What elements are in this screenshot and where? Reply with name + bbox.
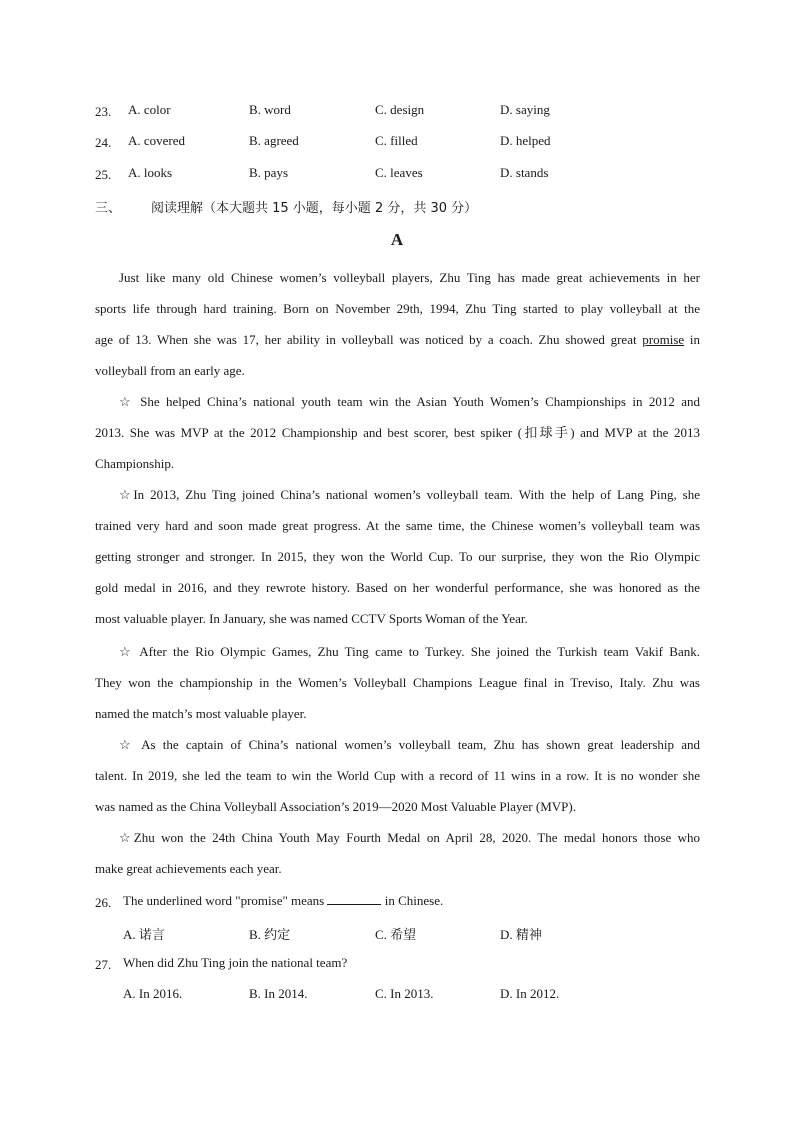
passage-paragraph-2	[95, 386, 700, 479]
question-stem: When did Zhu Ting join the national team?	[123, 955, 348, 970]
option-c[interactable]: C. filled	[375, 133, 418, 148]
question-number: 27.	[95, 957, 112, 972]
question-number: 26.	[95, 895, 112, 910]
passage-paragraph-5	[95, 729, 700, 822]
option-b[interactable]: B. pays	[249, 165, 289, 180]
paragraph-line: ☆In 2013, Zhu Ting joined China’s national women’s volleyball team. With the help of Lang Ping, she	[119, 487, 700, 502]
option-c[interactable]: C. 希望	[375, 927, 417, 942]
paragraph-line: most valuable player. In January, she was named CCTV Sports Woman of the Year.	[95, 611, 528, 626]
underlined-word: promise	[642, 332, 685, 347]
option-b[interactable]: B. 约定	[249, 927, 291, 942]
paragraph-line: volleyball from an early age.	[95, 363, 245, 378]
option-b[interactable]: B. agreed	[249, 133, 299, 148]
paragraph-line: sports life through hard training. Born on November 29th, 1994, Zhu Ting started to play volleyball at the	[95, 301, 700, 316]
paragraph-line: Just like many old Chinese women’s volleyball players, Zhu Ting has made great achievements in her	[119, 270, 700, 285]
paragraph-line: named the match’s most valuable player.	[95, 706, 307, 721]
option-c[interactable]: C. In 2013.	[375, 986, 434, 1001]
paragraph-line: ☆ She helped China’s national youth team win the Asian Youth Women’s Championships in 2012 and	[119, 394, 700, 409]
option-d[interactable]: D. 精神	[500, 927, 542, 942]
paragraph-line: 2013. She was MVP at the 2012 Championship and best scorer, best spiker (扣球手) and MVP at the 2013	[95, 425, 700, 440]
passage-paragraph-3	[95, 479, 700, 634]
passage-paragraph-1	[95, 262, 700, 386]
option-d[interactable]: D. helped	[500, 133, 551, 148]
option-d[interactable]: D. In 2012.	[500, 986, 560, 1001]
option-d[interactable]: D. saying	[500, 102, 550, 117]
paragraph-line: talent. In 2019, she led the team to win the World Cup with a record of 11 wins in a row. It is no wonder she	[95, 768, 700, 783]
section-header	[95, 197, 477, 216]
option-a[interactable]: A. 诺言	[123, 927, 165, 942]
option-c[interactable]: C. design	[375, 102, 425, 117]
paragraph-line: Championship.	[95, 456, 175, 471]
question-number: 25.	[95, 167, 112, 182]
paragraph-line: They won the championship in the Women’s Volleyball Champions League final in Treviso, Italy. Zhu was	[95, 675, 700, 690]
paragraph-line: make great achievements each year.	[95, 861, 282, 876]
paragraph-line: gold medal in 2016, and they rewrote history. Based on her wonderful performance, she was honored as the	[95, 580, 700, 595]
option-a[interactable]: A. color	[128, 102, 171, 117]
option-b[interactable]: B. word	[249, 102, 291, 117]
answer-blank	[327, 893, 381, 905]
section-title: 阅读理解（本大题共 15 小题，每小题 2 分，共 30 分）	[151, 201, 478, 216]
option-a[interactable]: A. covered	[128, 133, 186, 148]
section-number: 三、	[95, 201, 122, 216]
paragraph-line: was named as the China Volleyball Association’s 2019—2020 Most Valuable Player (MVP).	[95, 799, 576, 814]
passage-paragraph-6	[95, 822, 700, 884]
option-d[interactable]: D. stands	[500, 165, 549, 180]
question-number: 24.	[95, 135, 112, 150]
question-number: 23.	[95, 104, 112, 119]
passage-heading: A	[390, 230, 404, 249]
paragraph-line: age of 13. When she was 17, her ability in volleyball was noticed by a coach. Zhu showed great promise in	[95, 332, 700, 347]
paragraph-line: getting stronger and stronger. In 2015, they won the World Cup. To our surprise, they won the Rio Olympic	[95, 549, 700, 564]
paragraph-line: ☆ As the captain of China’s national women’s volleyball team, Zhu has shown great leadership and	[119, 737, 700, 752]
paragraph-line: ☆Zhu won the 24th China Youth May Fourth Medal on April 28, 2020. The medal honors those who	[119, 830, 700, 845]
paragraph-line: ☆ After the Rio Olympic Games, Zhu Ting came to Turkey. She joined the Turkish team Vakif Bank.	[119, 644, 700, 659]
paragraph-line: trained very hard and soon made great progress. At the same time, the Chinese women’s volleyball team was	[95, 518, 700, 533]
option-b[interactable]: B. In 2014.	[249, 986, 308, 1001]
option-c[interactable]: C. leaves	[375, 165, 423, 180]
option-a[interactable]: A. looks	[128, 165, 173, 180]
option-a[interactable]: A. In 2016.	[123, 986, 183, 1001]
question-stem: The underlined word "promise" means in Chinese.	[123, 893, 444, 908]
passage-paragraph-4	[95, 636, 700, 729]
